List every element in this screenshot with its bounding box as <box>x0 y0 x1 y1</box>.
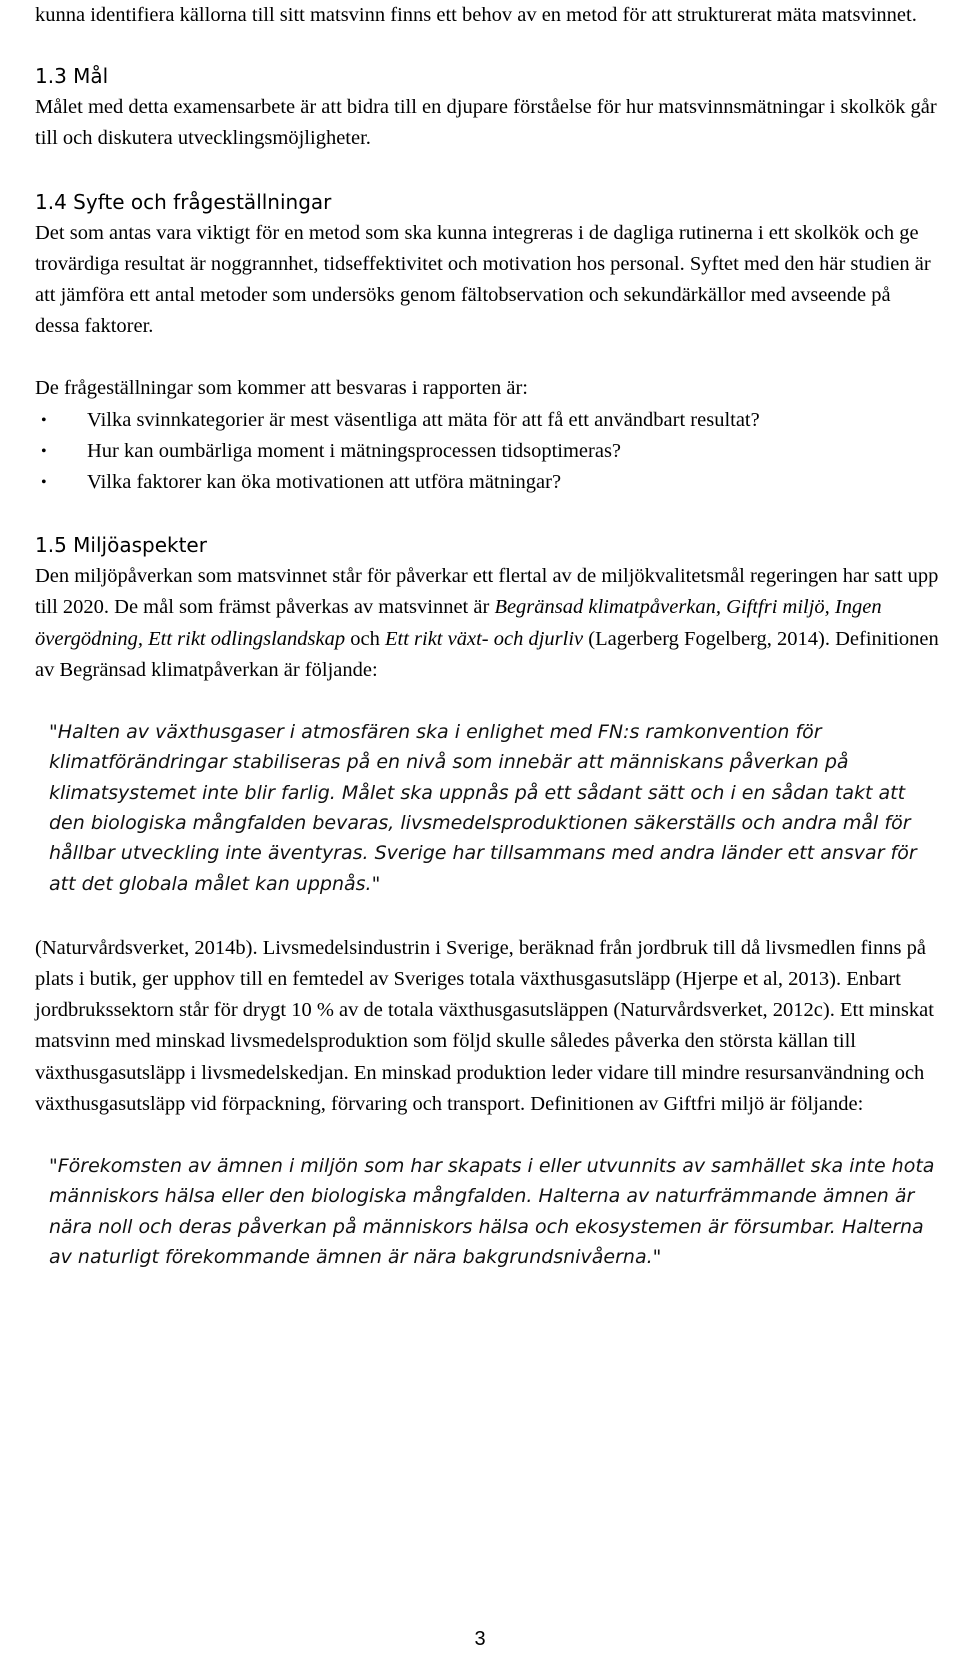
bullet-icon: • <box>41 474 47 492</box>
question-text: Vilka faktorer kan öka motivationen att utföra mätningar? <box>87 471 562 494</box>
goals-emphasis: Begränsad klimatpåverkan, Giftfri miljö, Ingen övergödning, Ett rikt odlingslandskap <box>35 596 882 650</box>
section-1-5-paragraph-2: (Naturvårdsverket, 2014b). Livsmedelsindustrin i Sverige, beräknad från jordbruk till då livsmedlen finns på plats i butik, ger upphov till en femtedel av Sveriges totala växthusgasutsläpp (Hjerpe et al, 2013). Enbart jordbrukssektorn står för drygt 10 % av de totala växthusgasutsläppen (Naturvårdsverket, 2012c). Ett minskat matsvinn med minskad livsmedelsproduktion som följd skulle således påverka den största källan till växthusgasutsläpp i livsmedelskedjan. En minskad produktion leder vidare till mindre resursanvändning och växthusgasutsläpp vid förpackning, förvaring och transport. Definitionen av Giftfri miljö är följande: <box>35 936 934 1115</box>
bullet-icon: • <box>41 442 47 460</box>
page-number: 3 <box>474 1628 486 1650</box>
list-item <box>35 405 940 436</box>
list-item <box>35 436 940 467</box>
text-run: Den miljöpåverkan som matsvinnet står för påverkar ett flertal av de miljökvalitetsmål regeringen har satt upp till 2020. De mål som främst påverkas av matsvinnet är <box>35 565 939 619</box>
questions-intro: De frågeställningar som kommer att besvaras i rapporten är: <box>35 377 528 400</box>
section-1-5-heading: 1.5 Miljöaspekter <box>35 533 207 558</box>
list-item <box>35 467 940 498</box>
section-1-3-body: Målet med detta examensarbete är att bidra till en djupare förståelse för hur matsvinnsmätningar i skolkök går till och diskutera utvecklingsmöjligheter. <box>35 96 937 150</box>
text-run: och <box>345 627 385 650</box>
quote-begransad-klimatpaverkan: "Halten av växthusgaser i atmosfären ska i enlighet med FN:s ramkonvention för klimatförändringar stabiliseras på en nivå som innebär att människans påverkan på klimatsystemet inte blir farlig. Målet ska uppnås på ett sådant sätt och i en sådan takt att den biologiska mångfalden bevaras, livsmedelsproduktionen säkerställs och andra mål för hållbar utveckling inte äventyras. Sverige har tillsammans med andra länder ett ansvar för att det globala målet kan uppnås." <box>49 721 917 895</box>
quote-giftfri-miljo: "Förekomsten av ämnen i miljön som har skapats i eller utvunnits av samhället ska inte hota människors hälsa eller den biologiska mångfalden. Halterna av naturfrämmande ämnen är nära noll och deras påverkan på människors hälsa och ekosystemen är försumbar. Halterna av naturligt förekommande ämnen är nära bakgrundsnivåerna." <box>49 1155 935 1268</box>
section-1-5-paragraph-1 <box>35 561 940 686</box>
section-1-3-heading: 1.3 Mål <box>35 64 109 89</box>
section-1-4-heading: 1.4 Syfte och frågeställningar <box>35 189 332 214</box>
questions-list <box>35 405 940 499</box>
text-run: (Lagerberg Fogelberg, 2014). Definitionen av Begränsad klimatpåverkan är följande: <box>35 627 939 681</box>
intro-paragraph: kunna identifiera källorna till sitt matsvinn finns ett behov av en metod för att strukturerat mäta matsvinnet. <box>35 4 917 26</box>
question-text: Vilka svinnkategorier är mest väsentliga att mäta för att få ett användbart resultat? <box>87 408 760 431</box>
section-1-4-body: Det som antas vara viktigt för en metod som ska kunna integreras i de dagliga rutinerna i ett skolkök och ge trovärdiga resultat är noggrannhet, tidseffektivitet och motivation hos personal. Syftet med den här studien är att jämföra ett antal metoder som undersöks genom fältobservation och sekundärkällor med avseende på dessa faktorer. <box>35 221 931 338</box>
goal-emphasis: Ett rikt växt- och djurliv <box>385 627 584 650</box>
question-text: Hur kan oumbärliga moment i mätningsprocessen tidsoptimeras? <box>87 439 622 462</box>
bullet-icon: • <box>41 411 47 429</box>
